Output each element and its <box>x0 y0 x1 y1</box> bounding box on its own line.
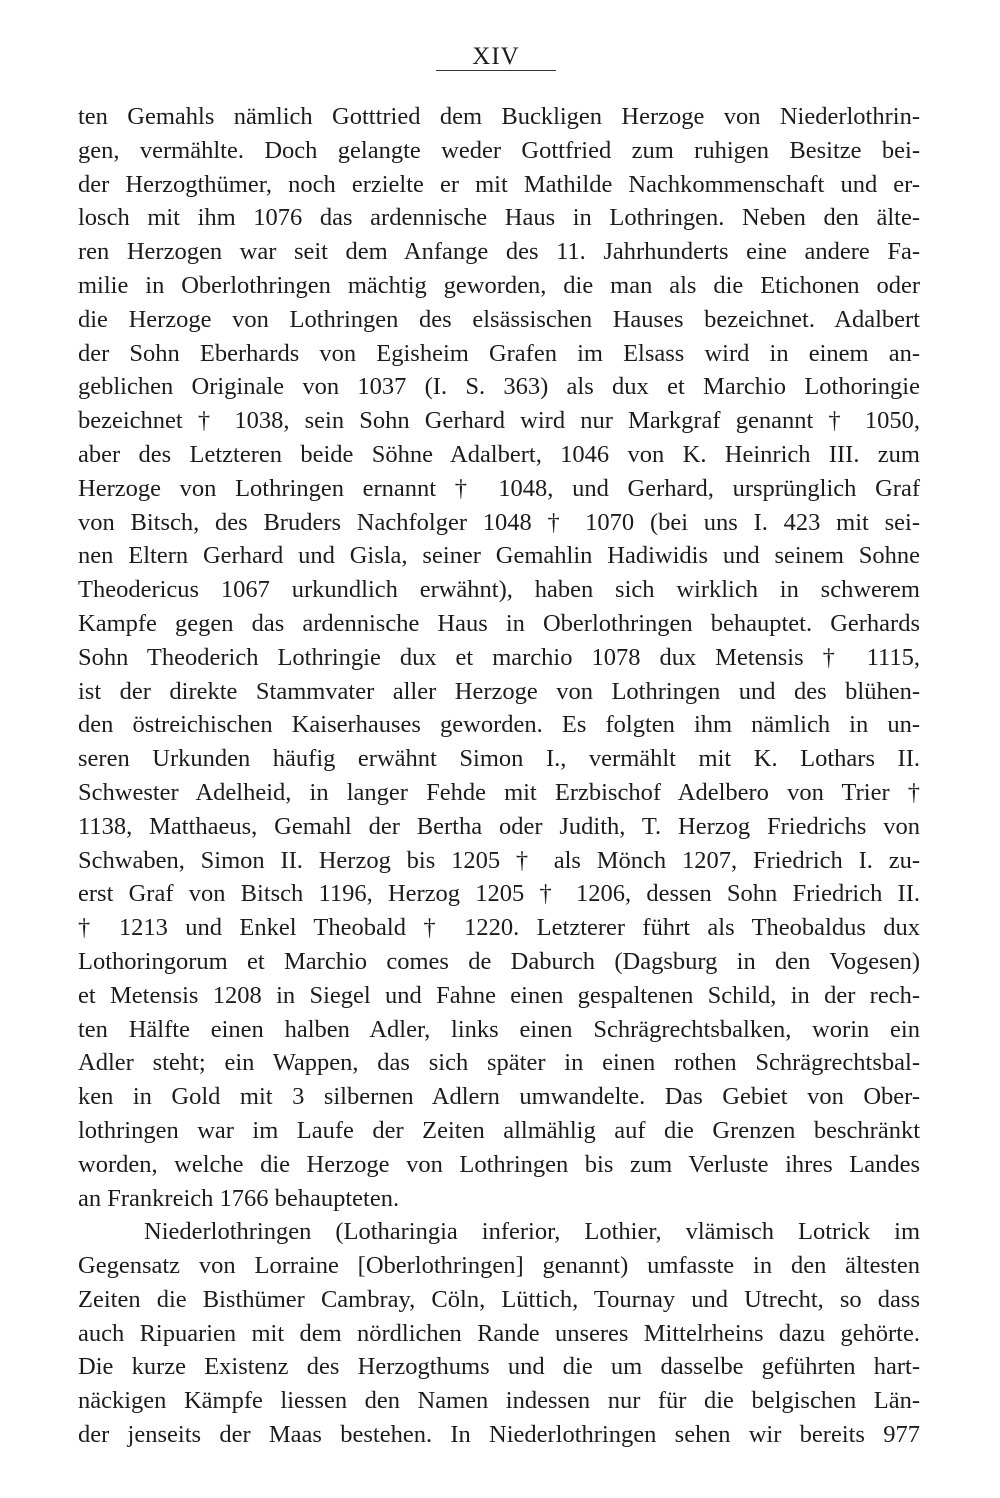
text-line: den östreichischen Kaiserhauses geworden. Es folgten ihm nämlich in un- <box>78 711 920 739</box>
text-line: ken in Gold mit 3 silbernen Adlern umwandelte. Das Gebiet von Ober- <box>78 1083 920 1111</box>
text-line: Herzoge von Lothringen ernannt † 1048, und Gerhard, ursprünglich Graf <box>78 474 920 502</box>
header-rule <box>436 70 556 71</box>
text-line: Theodericus 1067 urkundlich erwähnt), haben sich wirklich in schwerem <box>78 576 920 604</box>
text-line: worden, welche die Herzoge von Lothringen bis zum Verluste ihres Landes <box>78 1150 920 1178</box>
text-line: ten Gemahls nämlich Gotttried dem Buckligen Herzoge von Niederlothrin- <box>78 103 920 130</box>
text-line: Zeiten die Bisthümer Cambray, Cöln, Lüttich, Tournay und Utrecht, so dass <box>78 1285 920 1313</box>
page-number: XIV <box>472 43 520 70</box>
text-line: Niederlothringen (Lotharingia inferior, Lothier, vlämisch Lotrick im <box>144 1218 920 1246</box>
text-line: seren Urkunden häufig erwähnt Simon I., vermählt mit K. Lothars II. <box>78 745 920 773</box>
text-line: Schwester Adelheid, in langer Fehde mit Erzbischof Adelbero von Trier † <box>78 778 920 806</box>
text-line: ten Hälfte einen halben Adler, links einen Schrägrechtsbalken, worin ein <box>78 1015 920 1043</box>
text-line: die Herzoge von Lothringen des elsässischen Hauses bezeichnet. Adalbert <box>78 305 920 333</box>
text-line: lothringen war im Laufe der Zeiten allmählig auf die Grenzen beschränkt <box>78 1116 920 1144</box>
text-line: et Metensis 1208 in Siegel und Fahne einen gespaltenen Schild, in der rech- <box>78 981 920 1009</box>
text-line: der Herzogthümer, noch erzielte er mit Mathilde Nachkommenschaft und er- <box>78 170 920 198</box>
text-line: von Bitsch, des Bruders Nachfolger 1048 † 1070 (bei uns I. 423 mit sei- <box>78 508 920 536</box>
body-text <box>78 100 920 1452</box>
paragraph-2 <box>78 1215 920 1452</box>
text-line: bezeichnet † 1038, sein Sohn Gerhard wird nur Markgraf genannt † 1050, <box>78 407 920 435</box>
text-line: auch Ripuarien mit dem nördlichen Rande unseres Mittelrheins dazu gehörte. <box>78 1319 920 1347</box>
text-line: 1138, Matthaeus, Gemahl der Bertha oder Judith, T. Herzog Friedrichs von <box>78 812 920 840</box>
text-line: gen, vermählte. Doch gelangte weder Gottfried zum ruhigen Besitze bei- <box>78 136 920 164</box>
text-line: Kampfe gegen das ardennische Haus in Oberlothringen behauptet. Gerhards <box>78 609 920 637</box>
text-line: erst Graf von Bitsch 1196, Herzog 1205 † 1206, dessen Sohn Friedrich II. <box>78 880 920 908</box>
text-line: der Sohn Eberhards von Egisheim Grafen im Elsass wird in einem an- <box>78 339 920 367</box>
text-line: Sohn Theoderich Lothringie dux et marchio 1078 dux Metensis † 1115, <box>78 643 920 671</box>
text-line: geblichen Originale von 1037 (I. S. 363) als dux et Marchio Lothoringie <box>78 373 920 401</box>
text-line: nen Eltern Gerhard und Gisla, seiner Gemahlin Hadiwidis und seinem Sohne <box>78 542 920 570</box>
text-line: milie in Oberlothringen mächtig geworden, die man als die Etichonen oder <box>78 271 920 299</box>
text-line: Adler steht; ein Wappen, das sich später in einen rothen Schrägrechtsbal- <box>78 1049 920 1077</box>
text-line: losch mit ihm 1076 das ardennische Haus in Lothringen. Neben den älte- <box>78 204 920 232</box>
text-line: Die kurze Existenz des Herzogthums und die um dasselbe geführten hart- <box>78 1353 920 1381</box>
text-line: Lothoringorum et Marchio comes de Daburch (Dagsburg in den Vogesen) <box>78 947 920 975</box>
text-line: näckigen Kämpfe liessen den Namen indessen nur für die belgischen Län- <box>78 1387 920 1415</box>
text-line: an Frankreich 1766 behaupteten. <box>78 1184 400 1212</box>
text-line: † 1213 und Enkel Theobald † 1220. Letzterer führt als Theobaldus dux <box>78 914 920 942</box>
text-line: Schwaben, Simon II. Herzog bis 1205 † als Mönch 1207, Friedrich I. zu- <box>78 846 920 874</box>
paragraph-1 <box>78 100 920 1215</box>
text-line: Gegensatz von Lorraine [Oberlothringen] genannt) umfasste in den ältesten <box>78 1252 920 1280</box>
text-line: aber des Letzteren beide Söhne Adalbert, 1046 von K. Heinrich III. zum <box>78 440 920 468</box>
text-line: ren Herzogen war seit dem Anfange des 11. Jahrhunderts eine andere Fa- <box>78 238 920 266</box>
text-line: ist der direkte Stammvater aller Herzoge von Lothringen und des blühen- <box>78 677 920 705</box>
text-line: der jenseits der Maas bestehen. In Niederlothringen sehen wir bereits 977 <box>78 1421 920 1449</box>
